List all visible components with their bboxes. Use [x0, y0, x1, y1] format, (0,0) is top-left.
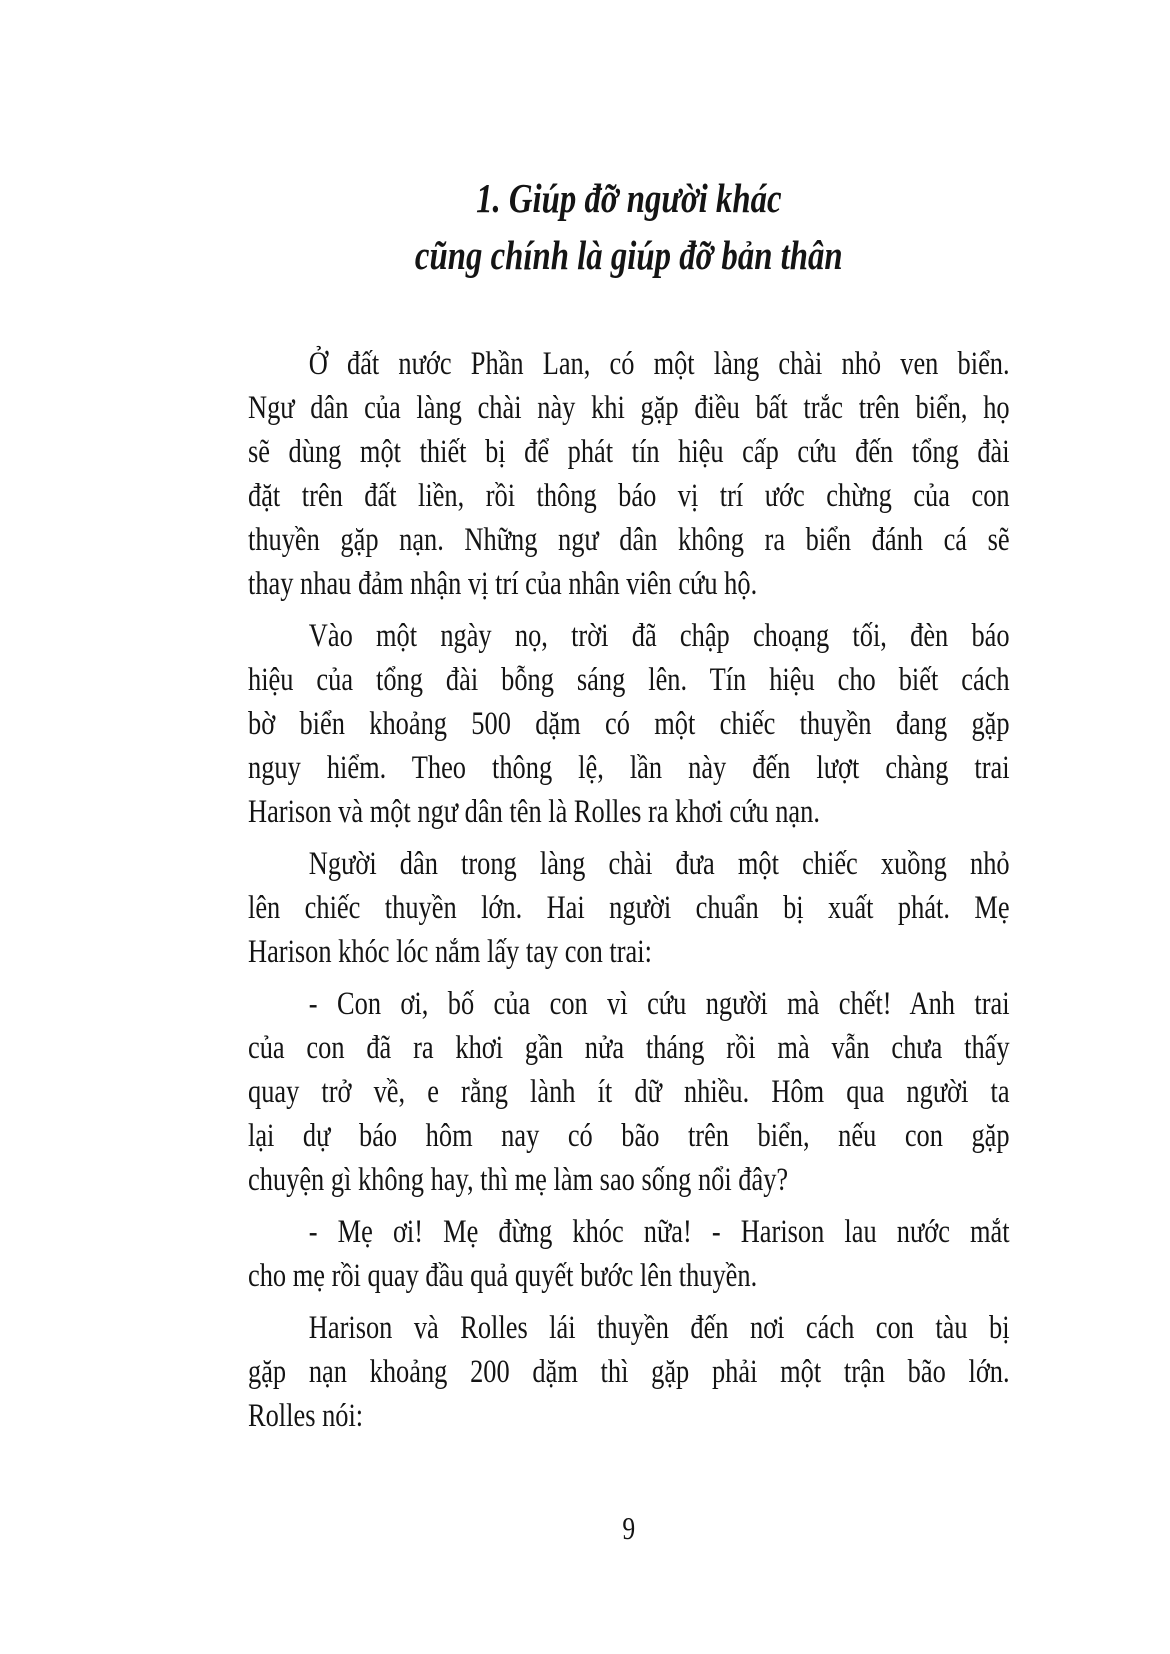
paragraph-line: bờ biển khoảng 500 dặm có một chiếc thuyền đang gặp: [248, 706, 1010, 742]
paragraph: [248, 342, 1010, 606]
paragraph-line: Harison khóc lóc nắm lấy tay con trai:: [248, 934, 652, 970]
paragraph: [248, 1306, 1010, 1438]
paragraph-line: thay nhau đảm nhận vị trí của nhân viên cứu hộ.: [248, 566, 758, 602]
paragraph-line: Vào một ngày nọ, trời đã chập choạng tối, đèn báo: [308, 618, 1010, 654]
chapter-title-line-1: 1. Giúp đỡ người khác: [476, 175, 782, 221]
paragraph-line: Rolles nói:: [248, 1398, 364, 1434]
paragraph-line: nguy hiểm. Theo thông lệ, lần này đến lượt chàng trai: [248, 750, 1010, 786]
paragraph-line: - Con ơi, bố của con vì cứu người mà chết! Anh trai: [308, 986, 1010, 1022]
paragraph-line: Ngư dân của làng chài này khi gặp điều bất trắc trên biển, họ: [248, 390, 1010, 426]
paragraph-line: thuyền gặp nạn. Những ngư dân không ra biển đánh cá sẽ: [248, 522, 1010, 558]
paragraph-line: gặp nạn khoảng 200 dặm thì gặp phải một trận bão lớn.: [248, 1354, 1010, 1390]
chapter-title-line-2: cũng chính là giúp đỡ bản thân: [414, 232, 843, 278]
paragraph: [248, 614, 1010, 834]
paragraph-dialogue: [248, 1210, 1010, 1298]
paragraph-line: lại dự báo hôm nay có bão trên biển, nếu con gặp: [248, 1118, 1010, 1154]
paragraph-line: Harison và một ngư dân tên là Rolles ra khơi cứu nạn.: [248, 794, 820, 830]
paragraph-line: Người dân trong làng chài đưa một chiếc xuồng nhỏ: [308, 846, 1010, 882]
page-content: [248, 170, 1010, 1547]
paragraph-line: quay trở về, e rằng lành ít dữ nhiều. Hôm qua người ta: [248, 1074, 1010, 1110]
paragraph-line: - Mẹ ơi! Mẹ đừng khóc nữa! - Harison lau nước mắt: [308, 1214, 1010, 1250]
paragraph-line: hiệu của tổng đài bỗng sáng lên. Tín hiệu cho biết cách: [248, 662, 1010, 698]
paragraph-line: đặt trên đất liền, rồi thông báo vị trí ước chừng của con: [248, 478, 1010, 514]
chapter-title: [248, 170, 1010, 284]
paragraph-line: chuyện gì không hay, thì mẹ làm sao sống nổi đây?: [248, 1162, 789, 1198]
body-text: [248, 342, 1010, 1438]
paragraph-line: Ở đất nước Phần Lan, có một làng chài nhỏ ven biển.: [308, 346, 1010, 382]
paragraph: [248, 842, 1010, 974]
paragraph-line: sẽ dùng một thiết bị để phát tín hiệu cấp cứu đến tổng đài: [248, 434, 1010, 470]
paragraph-dialogue: [248, 982, 1010, 1202]
paragraph-line: cho mẹ rồi quay đầu quả quyết bước lên thuyền.: [248, 1258, 758, 1294]
paragraph-line: Harison và Rolles lái thuyền đến nơi cách con tàu bị: [308, 1310, 1010, 1346]
paragraph-line: của con đã ra khơi gần nửa tháng rồi mà vẫn chưa thấy: [248, 1030, 1010, 1066]
paragraph-line: lên chiếc thuyền lớn. Hai người chuẩn bị xuất phát. Mẹ: [248, 890, 1010, 926]
page-number: 9: [622, 1510, 636, 1546]
